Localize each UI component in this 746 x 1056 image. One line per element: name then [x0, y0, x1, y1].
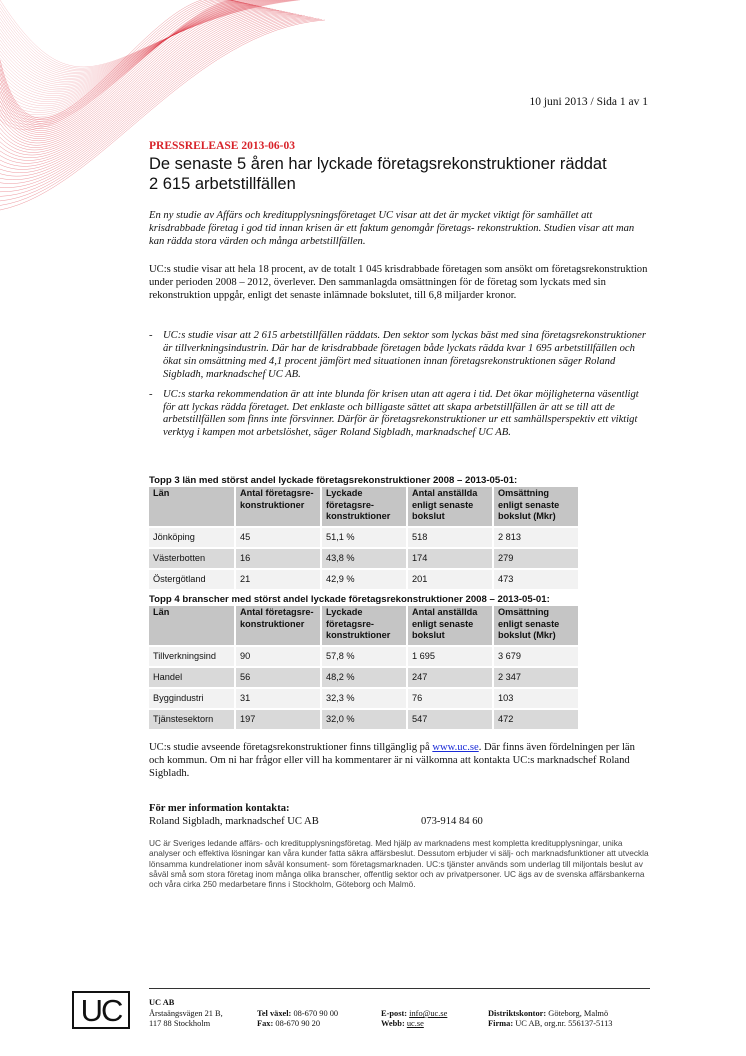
closing-paragraph — [149, 742, 651, 781]
decorative-curve — [0, 10, 279, 152]
footer-tel-label: Tel växel: — [257, 1009, 292, 1018]
footer-district-value: Göteborg, Malmö — [548, 1009, 609, 1018]
bullet-item — [149, 389, 651, 441]
table-cell: 197 — [235, 709, 321, 730]
footer-web-block — [381, 1009, 447, 1029]
decorative-curve — [0, 0, 292, 72]
table-row — [149, 527, 579, 548]
table-row — [149, 709, 579, 730]
footer-address-line: Årstaängsvägen 21 B, — [149, 1009, 223, 1018]
headline-line-2: 2 615 arbetstillfällen — [149, 174, 296, 193]
table-cell: 51,1 % — [321, 527, 407, 548]
table-row — [149, 667, 579, 688]
table-cell: 247 — [407, 667, 493, 688]
table-row — [149, 646, 579, 667]
table-cell: 3 679 — [493, 646, 579, 667]
table-cell: 45 — [235, 527, 321, 548]
press-release-label: PRESSRELEASE 2013-06-03 — [149, 140, 296, 152]
closing-text-end: . Där finns även fördelningen per län och kommun. Om ni har frågor eller vill ha kommentarer är ni välkomna att kontakta UC:s marknadschef Roland Sigbladh. — [149, 742, 635, 779]
column-header: Lyckade företagsre- konstruktioner — [321, 487, 407, 527]
table-cell: 76 — [407, 688, 493, 709]
column-header: Omsättning enligt senaste bokslut (Mkr) — [493, 606, 579, 646]
footer-address-line: 117 88 Stockholm — [149, 1019, 211, 1028]
table-row — [149, 548, 579, 569]
table-cell: 279 — [493, 548, 579, 569]
table-cell: 1 695 — [407, 646, 493, 667]
bullet-dash: - — [149, 330, 153, 341]
table-cell: 56 — [235, 667, 321, 688]
bullet-text: UC:s starka rekommendation är att inte blunda för krisen utan att agera i tid. Det ökar möjligheterna väsentligt för att lyckas rädda företaget. Det enklaste och billigaste sättet att skapa arbetstillfällen är att se till att de arbetstillfällen som finns inte försvinner. Därför är företagsrekonstruktioner ur ett samhällsperspektiv ett viktigt verktyg i kampen mot arbetslöshet, säger Roland Sigbladh, marknadschef UC AB. — [163, 388, 639, 439]
table-cell: 2 813 — [493, 527, 579, 548]
column-header: Antal anställda enligt senaste bokslut — [407, 606, 493, 646]
table-row — [149, 688, 579, 709]
table-cell: 16 — [235, 548, 321, 569]
table-cell: Tjänstesektorn — [149, 709, 235, 730]
industry-table — [149, 606, 580, 731]
table-cell: 32,3 % — [321, 688, 407, 709]
about-uc-text: UC är Sveriges ledande affärs- och kreditupplysningsföretag. Med hjälp av marknadens mest kompletta kreditupplysningar, unika analyser och effektiva lösningar kan våra kunder fatta säkra affärsbeslut. Dessutom erbjuder vi sälj- och marknadsfunktioner att utveckla lönsamma kundrelationer inom såväl konsument- som företagsmarknaden. UC:s tjänster används som underlag till miljontals beslut av såväl små som stora företag inom många olika branscher, offentlig sektor och av privatpersoner. UC ägs av de svenska affärsbankerna och våra cirka 250 medarbetare finns i Stockholm, Göteborg och Malmö. — [149, 838, 649, 890]
table-cell: 2 347 — [493, 667, 579, 688]
footer-firm-label: Firma: — [488, 1019, 514, 1028]
table-cell: Tillverkningsind — [149, 646, 235, 667]
closing-text-start: UC:s studie avseende företagsrekonstruktioner finns tillgänglig på — [149, 742, 433, 753]
footer-fax-label: Fax: — [257, 1019, 274, 1028]
footer-phone-block — [257, 1009, 338, 1029]
bullet-text: UC:s studie visar att 2 615 arbetstillfällen räddats. Den sektor som lyckas bäst med sina företagsrekonstruktioner är tillverkningsindustrin. Där har de krisdrabbade företagen både lyckats rädda kvar 1 695 arbetstillfällen och ökat sin omsättning med 4,1 procent jämfört med situationen innan företagsrekonstruktionen säger Roland Sigbladh, marknadschef UC AB. — [163, 330, 646, 380]
county-table-section — [149, 475, 579, 591]
county-table-title: Topp 3 län med störst andel lyckade företagsrekonstruktioner 2008 – 2013-05-01: — [149, 475, 518, 486]
headline-line-1: De senaste 5 åren har lyckade företagsrekonstruktioner räddat — [149, 155, 607, 173]
table-cell: Handel — [149, 667, 235, 688]
table-cell: 32,0 % — [321, 709, 407, 730]
column-header: Omsättning enligt senaste bokslut (Mkr) — [493, 487, 579, 527]
contact-block — [149, 802, 483, 828]
table-cell: Östergötland — [149, 569, 235, 590]
footer-company-name: UC AB — [149, 998, 175, 1007]
table-row — [149, 569, 579, 590]
county-table — [149, 487, 580, 591]
decorative-curve — [0, 8, 270, 145]
bullet-list — [149, 330, 651, 447]
footer-tel-value: 08-670 90 00 — [293, 1009, 339, 1018]
table-cell: 31 — [235, 688, 321, 709]
footer-email-link[interactable]: info@uc.se — [409, 1009, 448, 1018]
footer-web-label: Webb: — [381, 1019, 405, 1028]
uc-logo: UC — [72, 991, 130, 1029]
column-header: Lyckade företagsre- konstruktioner — [321, 606, 407, 646]
decorative-curve — [0, 7, 265, 141]
decorative-curve — [0, 0, 285, 77]
industry-table-section — [149, 594, 579, 731]
footer-district-label: Distriktskontor: — [488, 1009, 547, 1018]
table-header-row — [149, 606, 579, 646]
uc-website-link[interactable]: www.uc.se — [432, 742, 479, 753]
footer-firm-value: UC AB, org.nr. 556137-5113 — [515, 1019, 613, 1028]
column-header: Antal företagsre- konstruktioner — [235, 487, 321, 527]
column-header: Antal anställda enligt senaste bokslut — [407, 487, 493, 527]
table-header-row — [149, 487, 579, 527]
lead-paragraph: En ny studie av Affärs och kreditupplysningsföretaget UC visar att det är mycket viktigt för samhället att krisdrabbade företag i god tid innan krisen är ett faktum genomgår företags- rekonstruktion. Studien visar att man kan rädda stora värden och många arbetstillfällen. — [149, 210, 635, 247]
table-cell: 21 — [235, 569, 321, 590]
footer-fax-value: 08-670 90 20 — [275, 1019, 321, 1028]
footer-office-block — [488, 1009, 612, 1029]
table-cell: 473 — [493, 569, 579, 590]
body-paragraph: UC:s studie visar att hela 18 procent, av de totalt 1 045 krisdrabbade företagen som ansökt om företagsrekonstruktion under perioden 2008 – 2012, överlever. Den sammanlagda omsättningen för de företag som lyckats med sin rekonstruktion uppgår, enligt det senaste inlämnade bokslutet, till 6,8 miljarder kronor. — [149, 264, 648, 301]
column-header: Antal företagsre- konstruktioner — [235, 606, 321, 646]
column-header: Län — [149, 487, 235, 527]
decorative-curve — [0, 15, 302, 176]
table-cell: 518 — [407, 527, 493, 548]
headline — [149, 155, 649, 194]
contact-line — [149, 815, 483, 828]
footer-company — [149, 998, 174, 1008]
industry-table-title: Topp 4 branscher med störst andel lyckade företagsrekonstruktioner 2008 – 2013-05-01: — [149, 594, 550, 605]
table-cell: 547 — [407, 709, 493, 730]
column-header: Län — [149, 606, 235, 646]
table-cell: 103 — [493, 688, 579, 709]
table-cell: 90 — [235, 646, 321, 667]
table-cell: 57,8 % — [321, 646, 407, 667]
table-cell: Västerbotten — [149, 548, 235, 569]
contact-phone: 073-914 84 60 — [421, 816, 483, 827]
bullet-item — [149, 330, 651, 382]
table-cell: 43,8 % — [321, 548, 407, 569]
table-cell: 201 — [407, 569, 493, 590]
table-cell: Byggindustri — [149, 688, 235, 709]
contact-title: För mer information kontakta: — [149, 803, 290, 814]
table-cell: 48,2 % — [321, 667, 407, 688]
table-cell: 174 — [407, 548, 493, 569]
footer-web-link[interactable]: uc.se — [406, 1019, 424, 1028]
footer-email-label: E-post: — [381, 1009, 408, 1018]
footer-divider — [149, 988, 650, 989]
table-cell: 472 — [493, 709, 579, 730]
date-page-info: 10 juni 2013 / Sida 1 av 1 — [529, 96, 648, 108]
table-cell: 42,9 % — [321, 569, 407, 590]
table-cell: Jönköping — [149, 527, 235, 548]
bullet-dash: - — [149, 388, 153, 400]
footer-address — [149, 1009, 223, 1029]
contact-name: Roland Sigbladh, marknadschef UC AB — [149, 816, 319, 827]
